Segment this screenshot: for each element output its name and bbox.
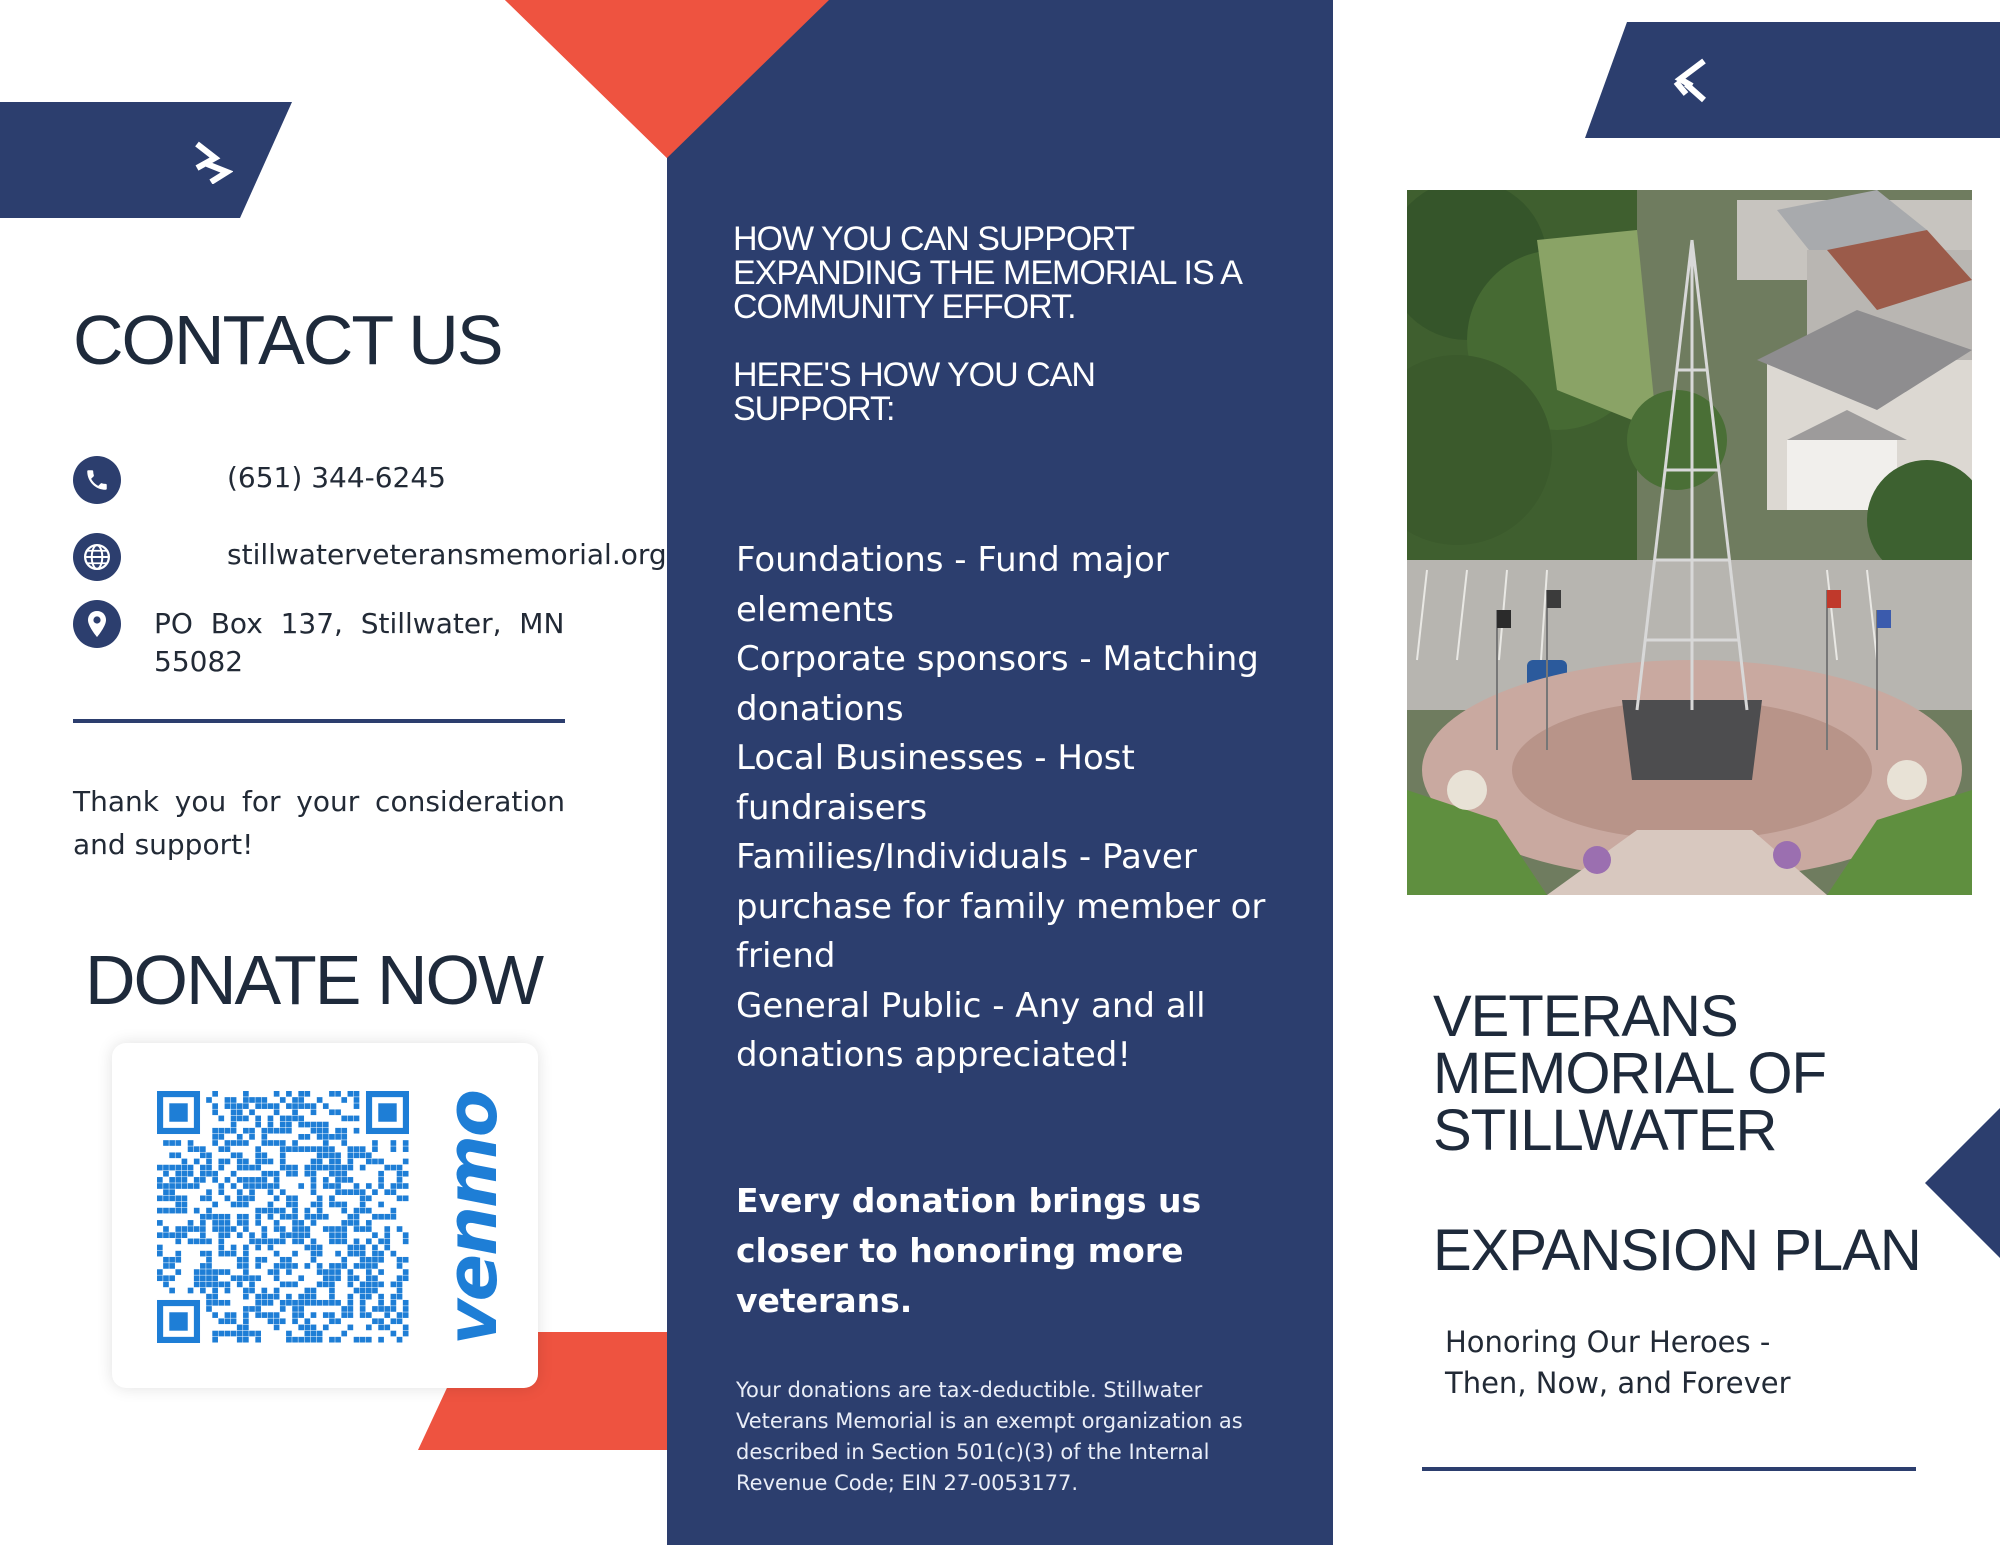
venmo-logo: venmo (431, 1091, 513, 1345)
website-link[interactable]: stillwaterveteransmemorial.org (227, 538, 667, 571)
double-chevron-left-icon (1670, 58, 1710, 104)
right-edge-wedge (1925, 1108, 2000, 1258)
list-item: Foundations - Fund major elements (736, 540, 1169, 630)
support-heading-2: HERE'S HOW YOU CAN SUPPORT: (733, 356, 1095, 428)
phone-icon (73, 456, 121, 504)
cover-subtitle: Honoring Our Heroes - Then, Now, and Forever (1445, 1325, 1791, 1400)
coral-triangle-tip (505, 0, 830, 160)
list-item: Corporate sponsors - Matching donations (736, 639, 1259, 729)
contact-title: CONTACT US (73, 301, 502, 379)
venmo-qr-card[interactable] (112, 1043, 538, 1388)
tax-deductible-notice: Your donations are tax-deductible. Stillwater Veterans Memorial is an exempt organization as described in Section 501(c)(3) of the Internal Revenue Code; EIN 27-0053177. (736, 1378, 1243, 1495)
website-row (73, 532, 667, 582)
location-pin-icon (73, 600, 121, 648)
phone-row (73, 455, 633, 505)
left-panel (0, 0, 667, 1545)
donation-tagline: Every donation brings us closer to honoring more veterans. (736, 1181, 1202, 1320)
thank-you-text: Thank you for your consideration and support! (73, 785, 565, 861)
support-list (736, 536, 1296, 1081)
memorial-title: VETERANS MEMORIAL OF STILLWATER (1433, 984, 1826, 1163)
address-line-2: 55082 (154, 645, 244, 678)
list-item: Families/Individuals - Paver purchase for family member or friend (736, 837, 1266, 976)
left-banner (0, 100, 300, 220)
qr-code[interactable] (157, 1091, 409, 1343)
globe-icon (73, 533, 121, 581)
support-heading-1: HOW YOU CAN SUPPORT EXPANDING THE MEMORIAL IS A COMMUNITY EFFORT. (733, 220, 1242, 326)
donate-title: DONATE NOW (85, 941, 543, 1019)
right-banner (1585, 20, 2000, 140)
memorial-aerial-photo (1407, 190, 1972, 895)
double-chevron-right-icon (193, 140, 233, 184)
contact-divider (73, 719, 565, 723)
list-item: Local Businesses - Host fundraisers (736, 738, 1135, 828)
expansion-plan-title: EXPANSION PLAN (1433, 1218, 1921, 1283)
list-item: General Public - Any and all donations appreciated! (736, 985, 1206, 1075)
address-line-1: PO Box 137, Stillwater, MN (154, 607, 565, 640)
address-row (73, 600, 573, 680)
phone-number[interactable]: (651) 344-6245 (227, 461, 446, 494)
cover-divider (1422, 1467, 1916, 1471)
